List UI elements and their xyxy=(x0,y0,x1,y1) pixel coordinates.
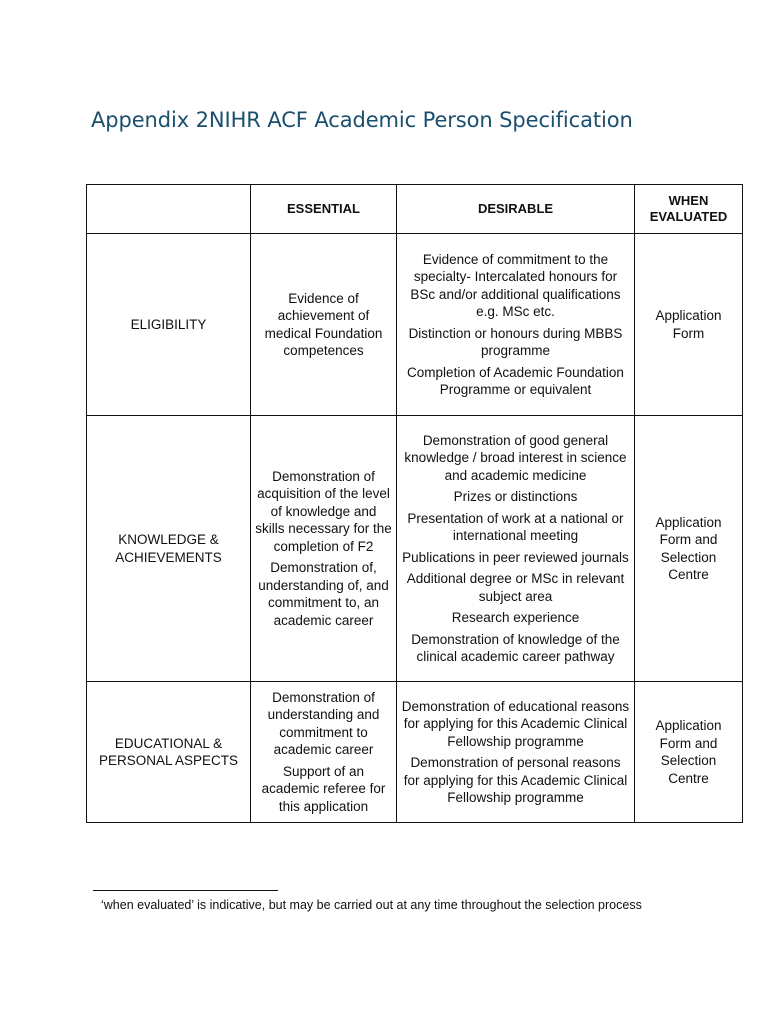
when-evaluated-cell: Application Form and Selection Centre xyxy=(635,682,743,823)
desirable-item: Demonstration of knowledge of the clinical academic career pathway xyxy=(411,631,620,664)
essential-cell xyxy=(251,682,397,823)
desirable-item: Research experience xyxy=(451,610,580,625)
essential-cell xyxy=(251,234,397,416)
desirable-cell xyxy=(397,416,635,682)
header-desirable: DESIRABLE xyxy=(397,185,635,234)
desirable-item: Completion of Academic Foundation Programme or equivalent xyxy=(407,364,624,397)
table-row-educational-personal xyxy=(87,682,743,823)
desirable-item: Presentation of work at a national or international meeting xyxy=(407,510,624,543)
essential-cell xyxy=(251,416,397,682)
table-row-knowledge-achievements xyxy=(87,416,743,682)
header-when-evaluated xyxy=(635,185,743,234)
desirable-item: Demonstration of educational reasons for applying for this Academic Clinical Fellowship programme xyxy=(401,698,630,749)
person-specification-table xyxy=(86,184,743,823)
table-header-row xyxy=(87,185,743,234)
row-label-educational-personal: EDUCATIONAL & PERSONAL ASPECTS xyxy=(87,682,251,823)
header-essential: ESSENTIAL xyxy=(251,185,397,234)
when-evaluated-cell: Application Form and Selection Centre xyxy=(635,416,743,682)
desirable-item: Evidence of commitment to the specialty- Intercalated honours for BSc and/or additional qualifications e.g. MSc etc. xyxy=(410,251,621,319)
footnote-separator xyxy=(93,890,278,891)
when-evaluated-cell: Application Form xyxy=(635,234,743,416)
header-when-evaluated-label: WHEN EVALUATED xyxy=(649,192,728,224)
table-row-eligibility xyxy=(87,234,743,416)
desirable-item: Demonstration of good general knowledge / broad interest in science and academic medicine xyxy=(404,432,627,483)
row-label-knowledge-achievements: KNOWLEDGE & ACHIEVEMENTS xyxy=(87,416,251,682)
essential-item: Demonstration of acquisition of the level of knowledge and skills necessary for the completion of F2 xyxy=(255,468,392,554)
desirable-item: Demonstration of personal reasons for applying for this Academic Clinical Fellowship programme xyxy=(403,755,628,805)
desirable-cell xyxy=(397,682,635,823)
desirable-item: Additional degree or MSc in relevant subject area xyxy=(406,571,625,604)
header-blank xyxy=(87,185,251,234)
essential-item: Evidence of achievement of medical Foundation competences xyxy=(264,290,383,358)
row-label-eligibility: ELIGIBILITY xyxy=(87,234,251,416)
footnote: ‘when evaluated’ is indicative, but may be carried out at any time throughout the selection process xyxy=(101,898,642,912)
desirable-cell xyxy=(397,234,635,416)
page-title: Appendix 2NIHR ACF Academic Person Specification xyxy=(91,108,633,132)
essential-item: Demonstration of understanding and commitment to academic career xyxy=(267,689,380,758)
essential-item: Support of an academic referee for this application xyxy=(261,763,386,814)
desirable-item: Prizes or distinctions xyxy=(453,489,578,504)
essential-item: Demonstration of, understanding of, and commitment to, an academic career xyxy=(258,560,389,628)
desirable-item: Publications in peer reviewed journals xyxy=(402,549,629,565)
desirable-item: Distinction or honours during MBBS programme xyxy=(408,325,623,358)
